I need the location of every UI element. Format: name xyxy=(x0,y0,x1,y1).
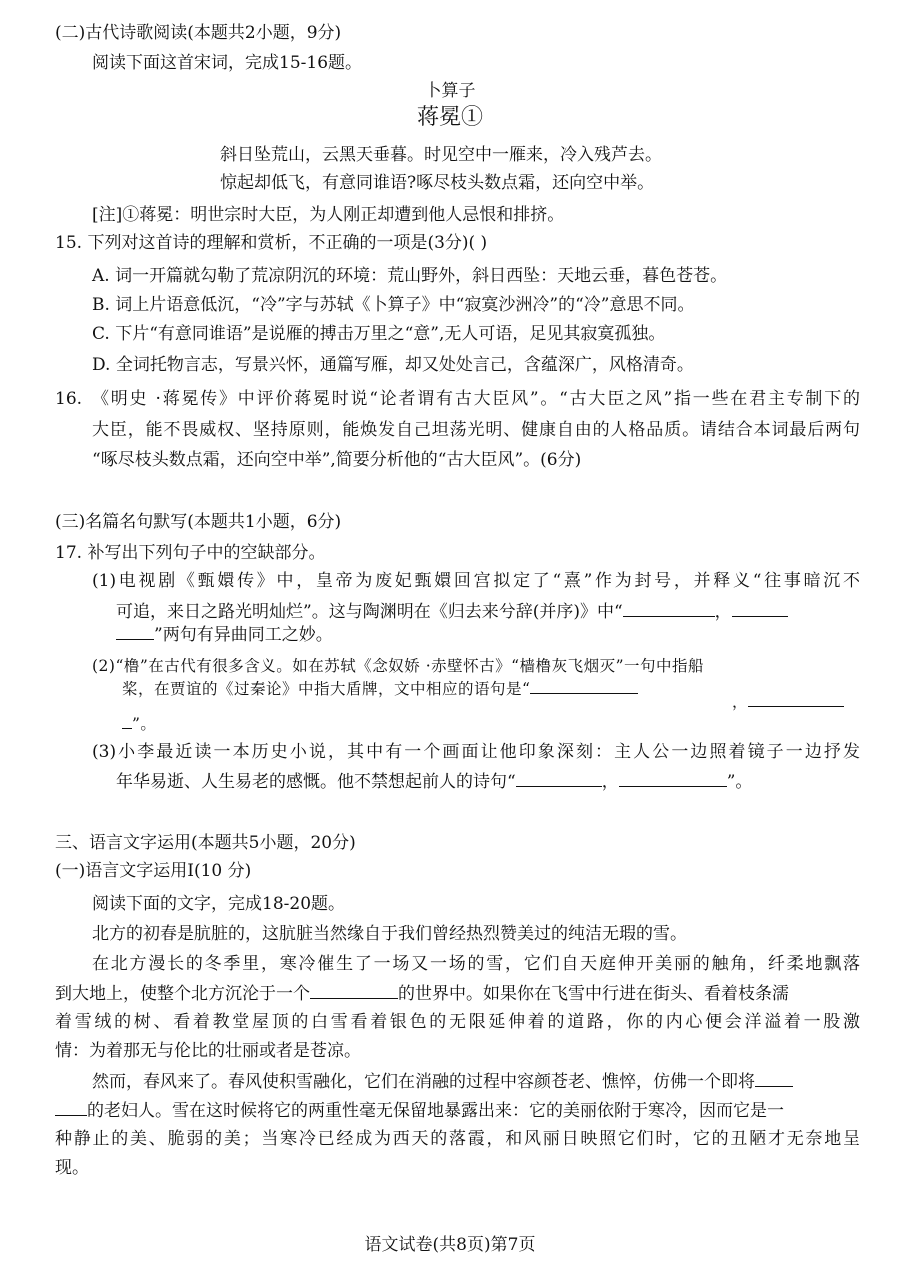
passage-line: 的老妇人。雪在这时候将它的两重性毫无保留地暴露出来：它的美丽依附于寒冷，因而它是一 xyxy=(55,1099,784,1122)
q17-item2-sep: ， xyxy=(732,690,844,713)
answer-blank[interactable] xyxy=(116,623,154,640)
passage-line: 在北方漫长的冬季里，寒冷催生了一场又一场的雪，它们自天庭伸开美丽的触角，纤柔地飘落 xyxy=(92,954,860,974)
q17-item1-line: (1)电视剧《甄嬛传》中，皇帝为废妃甄嬛回宫拟定了“熹”作为封号，并释义“往事暗沉不 xyxy=(92,571,860,591)
passage-paragraph: 北方的初春是肮脏的，这肮脏当然缘自于我们曾经热烈赞美过的纯洁无瑕的雪。 xyxy=(92,924,687,944)
answer-blank[interactable] xyxy=(530,677,638,694)
part-heading-language-use: 三、语言文字运用(本题共5小题，20分) xyxy=(55,833,356,853)
q17-item3-line: (3)小李最近读一本历史小说，其中有一个画面让他印象深刻：主人公一边照着镜子一边抒发 xyxy=(92,742,860,762)
page-footer: 语文试卷(共8页)第7页 xyxy=(364,1235,536,1255)
q15-option-d: D. 全词托物言志，写景兴怀，通篇写雁，却又处处言己，含蕴深广，风格清奇。 xyxy=(92,355,694,375)
question-16-number: 16. xyxy=(55,389,83,409)
answer-blank[interactable] xyxy=(623,600,715,617)
poem-line: 斜日坠荒山，云黑天垂暮。时见空中一雁来，冷入残芦去。 xyxy=(220,145,662,165)
poem-author: 蒋冕① xyxy=(416,105,483,130)
answer-blank[interactable] xyxy=(732,600,788,617)
answer-blank[interactable] xyxy=(748,690,844,707)
answer-blank[interactable] xyxy=(55,1099,87,1116)
q15-option-b: B. 词上片语意低沉，“冷”字与苏轼《卜算子》中“寂寞沙洲冷”的“冷”意思不同。 xyxy=(92,295,695,315)
q15-option-c: C. 下片“有意同谁语”是说雁的搏击万里之“意”,无人可语，足见其寂寞孤独。 xyxy=(92,324,666,344)
passage-line: 着雪绒的树、看着教堂屋顶的白雪看着银色的无限延伸着的道路，你的内心便会洋溢着一股激 xyxy=(55,1012,860,1032)
answer-blank[interactable] xyxy=(516,770,602,787)
poem-line: 惊起却低飞，有意同谁语?啄尽枝头数点霜，还向空中举。 xyxy=(220,173,655,193)
q17-item2-line: 桨，在贾谊的《过秦论》中指大盾牌，文中相应的语句是“ xyxy=(122,677,638,700)
subsection-heading: (一)语言文字运用I(10 分) xyxy=(55,861,252,881)
question-15-stem: 15. 下列对这首诗的理解和赏析，不正确的一项是(3分)( ) xyxy=(55,233,488,253)
question-16-line: “啄尽枝头数点霜，还向空中举”,简要分析他的“古大臣风”。(6分) xyxy=(92,450,582,470)
answer-blank[interactable] xyxy=(755,1070,793,1087)
poetry-intro: 阅读下面这首宋词，完成15-16题。 xyxy=(92,53,363,73)
passage-line: 种静止的美、脆弱的美；当寒冷已经成为西天的落霞，和风丽日映照它们时，它的丑陋才无奈地呈 xyxy=(55,1129,860,1149)
answer-blank[interactable] xyxy=(122,712,132,729)
q17-item3-line: 年华易逝、人生易老的感慨。他不禁想起前人的诗句“ ， ”。 xyxy=(116,772,753,792)
question-17-stem: 17. 补写出下列句子中的空缺部分。 xyxy=(55,543,326,563)
passage-line: 现。 xyxy=(55,1158,89,1178)
question-16-line: 《明史 ·蒋冕传》中评价蒋冕时说“论者谓有古大臣风”。“古大臣之风”指一些在君主专制下的 xyxy=(92,389,860,409)
question-16-line: 大臣，能不畏威权、坚持原则，能焕发自己坦荡光明、健康自由的人格品质。请结合本词最后两句 xyxy=(92,420,860,440)
q17-item2-line: ”。 xyxy=(122,712,156,735)
answer-blank[interactable] xyxy=(310,982,398,999)
q15-option-a: A. 词一开篇就勾勒了荒凉阴沉的环境：荒山野外，斜日西坠：天地云垂，暮色苍苍。 xyxy=(92,266,728,286)
passage-line: 情：为着那无与伦比的壮丽或者是苍凉。 xyxy=(55,1041,361,1061)
section-heading-poetry: (二)古代诗歌阅读(本题共2小题，9分) xyxy=(55,23,342,43)
section-heading-recitation: (三)名篇名句默写(本题共1小题，6分) xyxy=(55,512,342,532)
q17-item2-line: (2)“橹”在古代有很多含义。如在苏轼《念奴娇 ·赤壁怀古》“樯橹灰飞烟灭”一句中指船 xyxy=(92,657,705,675)
poem-note: [注]①蒋冕：明世宗时大臣，为人刚正却遭到他人忌恨和排挤。 xyxy=(92,205,565,225)
reading-intro: 阅读下面的文字，完成18-20题。 xyxy=(92,894,346,914)
q17-item1-line: ”两句有异曲同工之妙。 xyxy=(116,623,333,646)
passage-line: 然而，春风来了。春风使积雪融化，它们在消融的过程中容颜苍老、憔悴，仿佛一个即将 xyxy=(92,1070,793,1093)
passage-line: 到大地上，使整个北方沉沦于一个 的世界中。如果你在飞雪中行进在街头、看着枝条濡 xyxy=(55,984,789,1004)
q17-item1-line: 可追，来日之路光明灿烂”。这与陶渊明在《归去来兮辞(并序)》中“ ， xyxy=(116,600,788,623)
answer-blank[interactable] xyxy=(619,770,727,787)
poem-title: 卜算子 xyxy=(424,81,476,101)
